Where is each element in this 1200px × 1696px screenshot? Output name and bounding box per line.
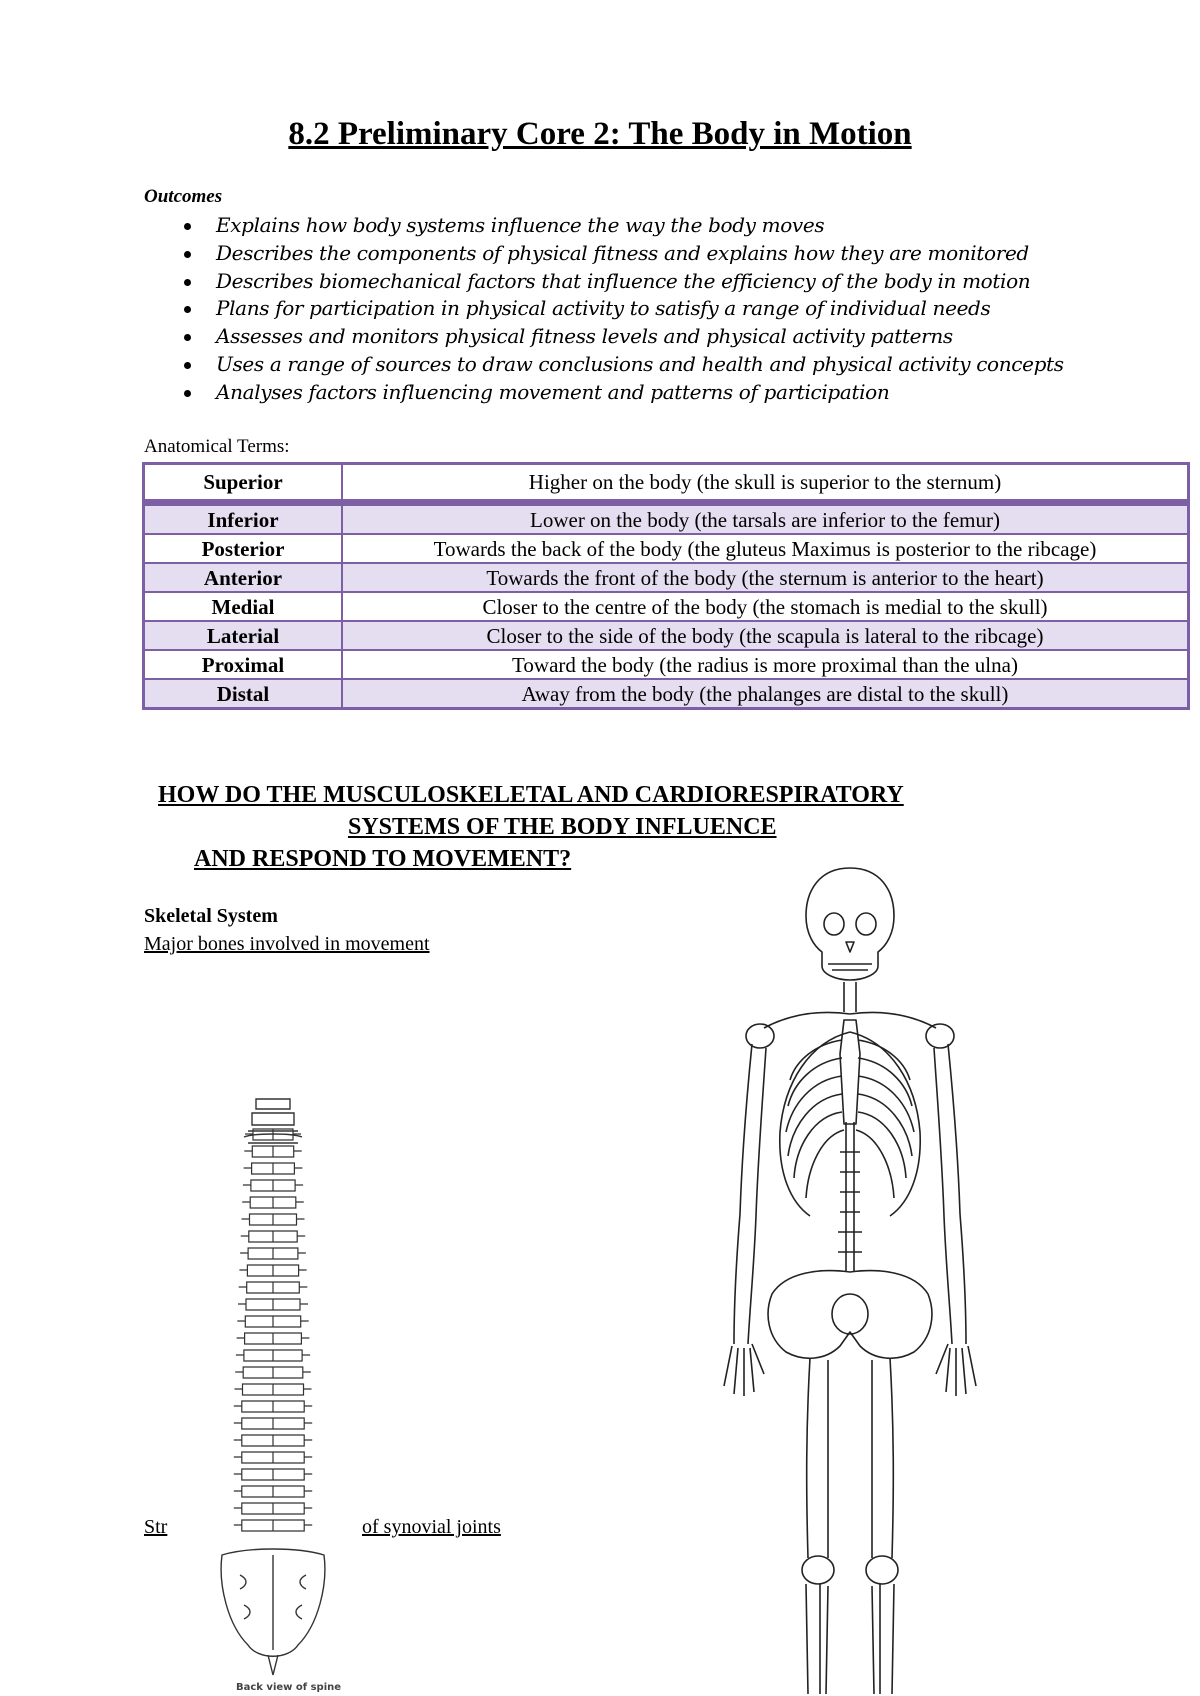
terms-caption: Anatomical Terms: xyxy=(144,436,290,457)
outcome-text: Describes biomechanical factors that influence the efficiency of the body in motion xyxy=(216,268,1031,293)
definition-cell: Lower on the body (the tarsals are inferior to the femur) xyxy=(342,505,1189,534)
outcome-item xyxy=(184,323,1064,351)
term-cell: Anterior xyxy=(144,563,343,592)
bullet-icon xyxy=(184,223,191,230)
outcome-item xyxy=(184,240,1064,268)
bullet-icon xyxy=(184,390,191,397)
definition-cell: Away from the body (the phalanges are distal to the skull) xyxy=(342,679,1189,709)
term-cell: Inferior xyxy=(144,505,343,534)
definition-cell: Towards the front of the body (the sternum is anterior to the heart) xyxy=(342,563,1189,592)
outcome-text: Explains how body systems influence the way the body moves xyxy=(216,213,825,237)
table-row xyxy=(144,621,1189,650)
table-row xyxy=(144,650,1189,679)
definition-cell: Higher on the body (the skull is superior to the sternum) xyxy=(342,464,1189,501)
bullet-icon xyxy=(184,362,191,369)
term-cell: Distal xyxy=(144,679,343,709)
outcome-item xyxy=(184,295,1064,323)
table-row xyxy=(144,592,1189,621)
spine-caption: Back view of spine xyxy=(236,1682,342,1693)
bullet-icon xyxy=(184,306,191,313)
bullet-icon xyxy=(184,251,191,258)
bullet-icon xyxy=(184,279,191,286)
outcome-text: Uses a range of sources to draw conclusions and health and physical activity concepts xyxy=(216,351,1064,376)
outcomes-heading: Outcomes xyxy=(144,186,223,207)
spine-illustration xyxy=(188,1085,358,1685)
table-row xyxy=(144,505,1189,534)
term-cell: Medial xyxy=(144,592,343,621)
term-cell: Laterial xyxy=(144,621,343,650)
outcome-item xyxy=(184,212,1064,240)
synovial-joints-label-start: Str xyxy=(144,1516,168,1538)
major-bones-label: Major bones involved in movement xyxy=(144,933,430,955)
outcome-item xyxy=(184,379,1064,407)
table-row xyxy=(144,464,1189,501)
page-title: 8.2 Preliminary Core 2: The Body in Motion xyxy=(288,116,912,152)
section-heading-line-1: HOW DO THE MUSCULOSKELETAL AND CARDIORESPIRATORY xyxy=(158,782,904,808)
outcome-text: Plans for participation in physical activity to satisfy a range of individual needs xyxy=(216,296,991,321)
outcome-item xyxy=(184,351,1064,379)
term-cell: Superior xyxy=(144,464,343,501)
term-cell: Proximal xyxy=(144,650,343,679)
section-heading-line-3: AND RESPOND TO MOVEMENT? xyxy=(194,846,572,872)
outcomes-list xyxy=(184,212,1064,407)
skeletal-system-heading: Skeletal System xyxy=(144,905,278,927)
bullet-icon xyxy=(184,334,191,341)
outcome-text: Assesses and monitors physical fitness levels and physical activity patterns xyxy=(216,324,953,349)
outcome-item xyxy=(184,268,1064,296)
anatomical-terms-table xyxy=(142,462,1190,710)
outcome-text: Analyses factors influencing movement and patterns of participation xyxy=(216,379,890,404)
table-row xyxy=(144,679,1189,709)
table-row xyxy=(144,563,1189,592)
definition-cell: Towards the back of the body (the gluteus Maximus is posterior to the ribcage) xyxy=(342,534,1189,563)
table-row xyxy=(144,534,1189,563)
term-cell: Posterior xyxy=(144,534,343,563)
definition-cell: Closer to the centre of the body (the stomach is medial to the skull) xyxy=(342,592,1189,621)
outcome-text: Describes the components of physical fitness and explains how they are monitored xyxy=(216,240,1029,265)
section-heading-line-2: SYSTEMS OF THE BODY INFLUENCE xyxy=(348,814,777,840)
skeleton-illustration xyxy=(700,862,1000,1696)
synovial-joints-label-end: of synovial joints xyxy=(362,1516,501,1538)
definition-cell: Toward the body (the radius is more proximal than the ulna) xyxy=(342,650,1189,679)
definition-cell: Closer to the side of the body (the scapula is lateral to the ribcage) xyxy=(342,621,1189,650)
